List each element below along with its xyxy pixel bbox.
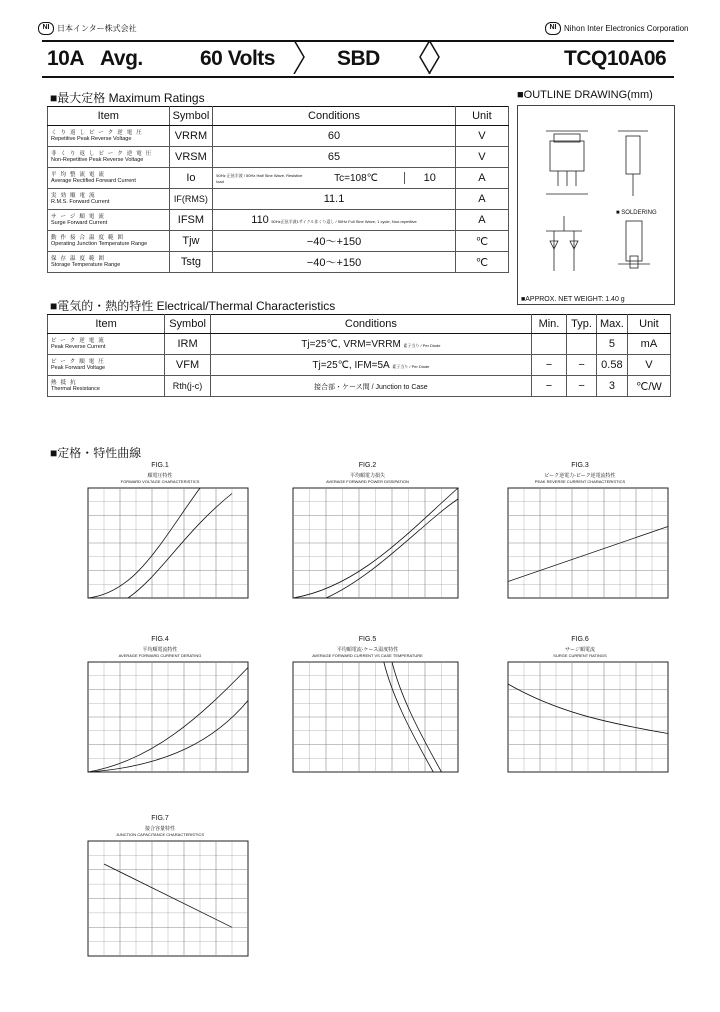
table-row: サージ順電流 Surge Forward Current IFSM 110 50Hz正弦半波1サイクル非くり返し / 50Hz Full Sine Wave, 1 cycle, Non-repetitive A <box>48 210 509 231</box>
fig-title-jp: サージ順電流 <box>565 647 595 653</box>
fig-title-jp: 平均順電力損失 <box>349 473 385 479</box>
fig-2 <box>265 462 470 612</box>
table-row: 平均整流電流 Average Rectified Forward Current Io 50Hz 正弦半波 / 50Hz Half Sine Wave, Resistive load Tc=108℃ 10 A <box>48 168 509 189</box>
curve <box>128 494 232 599</box>
fig-title-jp: 接合容量特性 <box>144 826 175 832</box>
col-symbol: Symbol <box>169 107 213 126</box>
fig-1 <box>60 462 260 612</box>
fig-label: FIG.6 <box>571 636 589 643</box>
max-ratings-table <box>47 106 509 273</box>
title-separator <box>427 40 457 74</box>
fig-title-jp: 平均順電流-ケース温度特性 <box>336 647 399 653</box>
net-weight: ■APPROX. NET WEIGHT: 1.40 g <box>521 296 625 303</box>
fig-6 <box>480 636 680 786</box>
ni-logo-icon: NI <box>545 22 561 35</box>
left-company-name: 日本インター株式会社 <box>57 24 137 33</box>
electrical-heading: ■電気的・熱的特性 Electrical/Thermal Characteristics <box>50 299 336 313</box>
table-row: ピーク順電圧 Peak Forward Voltage VFM Tj=25℃, IFM=5A 素子当り / Per Diode − − 0.58 V <box>48 355 671 376</box>
fig-4 <box>60 636 260 786</box>
fig-plot <box>60 636 260 786</box>
fig-title-jp: 平均順電流特性 <box>142 647 178 653</box>
title-bar <box>42 40 674 78</box>
table-row: 保存温度範囲 Storage Temperature Range Tstg −40〜+150 ℃ <box>48 252 509 273</box>
col-conditions: Conditions <box>213 107 456 126</box>
table-row: 非くり返しピーク逆電圧 Non-Repetitive Peak Reverse Voltage VRSM 65 V <box>48 147 509 168</box>
fig-label: FIG.7 <box>151 815 169 822</box>
title-voltage: 60 Volts <box>200 47 275 70</box>
outline-heading: ■OUTLINE DRAWING(mm) <box>517 89 653 101</box>
right-company-logo <box>545 22 689 35</box>
fig-plot <box>265 462 470 612</box>
outline-drawing <box>517 105 675 305</box>
fig-title-en: SURGE CURRENT RATINGS <box>553 653 607 658</box>
table-row: 実効順電流 R.M.S. Forward Current IF(RMS) 11.1 A <box>48 189 509 210</box>
table-row: 動作接合温度範囲 Operating Junction Temperature Range Tjw −40〜+150 ℃ <box>48 231 509 252</box>
fig-label: FIG.5 <box>358 636 377 643</box>
fig-plot <box>60 815 260 970</box>
title-part-number: TCQ10A06 <box>564 47 667 70</box>
curves-heading: ■定格・特性曲線 <box>50 446 142 460</box>
fig-3 <box>480 462 680 612</box>
fig-title-en: AVERAGE FORWARD CURRENT VS CASE TEMPERATURE <box>312 653 423 658</box>
col-item: Item <box>48 107 170 126</box>
title-avg: Avg. <box>100 47 143 70</box>
fig-label: FIG.2 <box>358 462 377 469</box>
table-row: くり返しピーク逆電圧 Repetitive Peak Reverse Voltage VRRM 60 V <box>48 126 509 147</box>
fig-label: FIG.1 <box>151 462 169 469</box>
fig-title-en: PEAK REVERSE CURRENT CHARACTERISTICS <box>534 479 626 484</box>
fig-7 <box>60 815 260 970</box>
table-row: ピーク逆電流 Peak Reverse Current IRM Tj=25℃, VRM=VRRM 素子当り / Per Diode 5 mA <box>48 334 671 355</box>
title-type: SBD <box>337 47 380 70</box>
soldering-note: ■ SOLDERING <box>616 210 657 216</box>
title-current: 10A <box>47 47 85 70</box>
fig-plot <box>480 462 680 612</box>
fig-5 <box>265 636 470 786</box>
table-row: 熱抵抗 Thermal Resistance Rth(j-c) 接合部・ケース間 / Junction to Case − − 3 ℃/W <box>48 376 671 397</box>
left-company-logo <box>38 22 137 35</box>
fig-plot <box>265 636 470 786</box>
fig-title-en: FORWARD VOLTAGE CHARACTERISTICS <box>120 479 200 484</box>
ni-logo-icon: NI <box>38 22 54 35</box>
fig-title-jp: 順電圧特性 <box>147 473 173 479</box>
fig-title-jp: ピーク逆電力-ピーク逆電流特性 <box>544 473 616 479</box>
fig-title-en: JUNCTION CAPACITANCE CHARACTERISTICS <box>115 832 205 837</box>
fig-label: FIG.4 <box>151 636 169 643</box>
package-drawing <box>518 106 674 296</box>
fig-label: FIG.3 <box>571 462 589 469</box>
fig-title-en: AVERAGE FORWARD POWER DISSIPATION <box>326 479 409 484</box>
right-company-name: Nihon Inter Electronics Corporation <box>564 24 689 33</box>
col-unit: Unit <box>455 107 508 126</box>
fig-plot <box>60 462 260 612</box>
fig-title-en: AVERAGE FORWARD CURRENT DERATING <box>118 653 202 658</box>
electrical-table: Item Symbol Conditions Min. Typ. Max. Unit ピーク逆電流 Peak Reverse Current IRM Tj=25℃, VRM=VRRM 素子当り / Per Diode 5 mA ピーク順電圧 Peak Forward Voltage VFM Tj=25℃, IFM=5A 素子当り / Per Diode − − 0.58 V 熱抵抗 Thermal Resistance Rth(j-c) 接合部・ケース間 / Junction to Case − − 3 ℃/W <box>47 314 671 397</box>
max-ratings-heading: ■最大定格 Maximum Ratings <box>50 91 205 105</box>
fig-plot <box>480 636 680 786</box>
